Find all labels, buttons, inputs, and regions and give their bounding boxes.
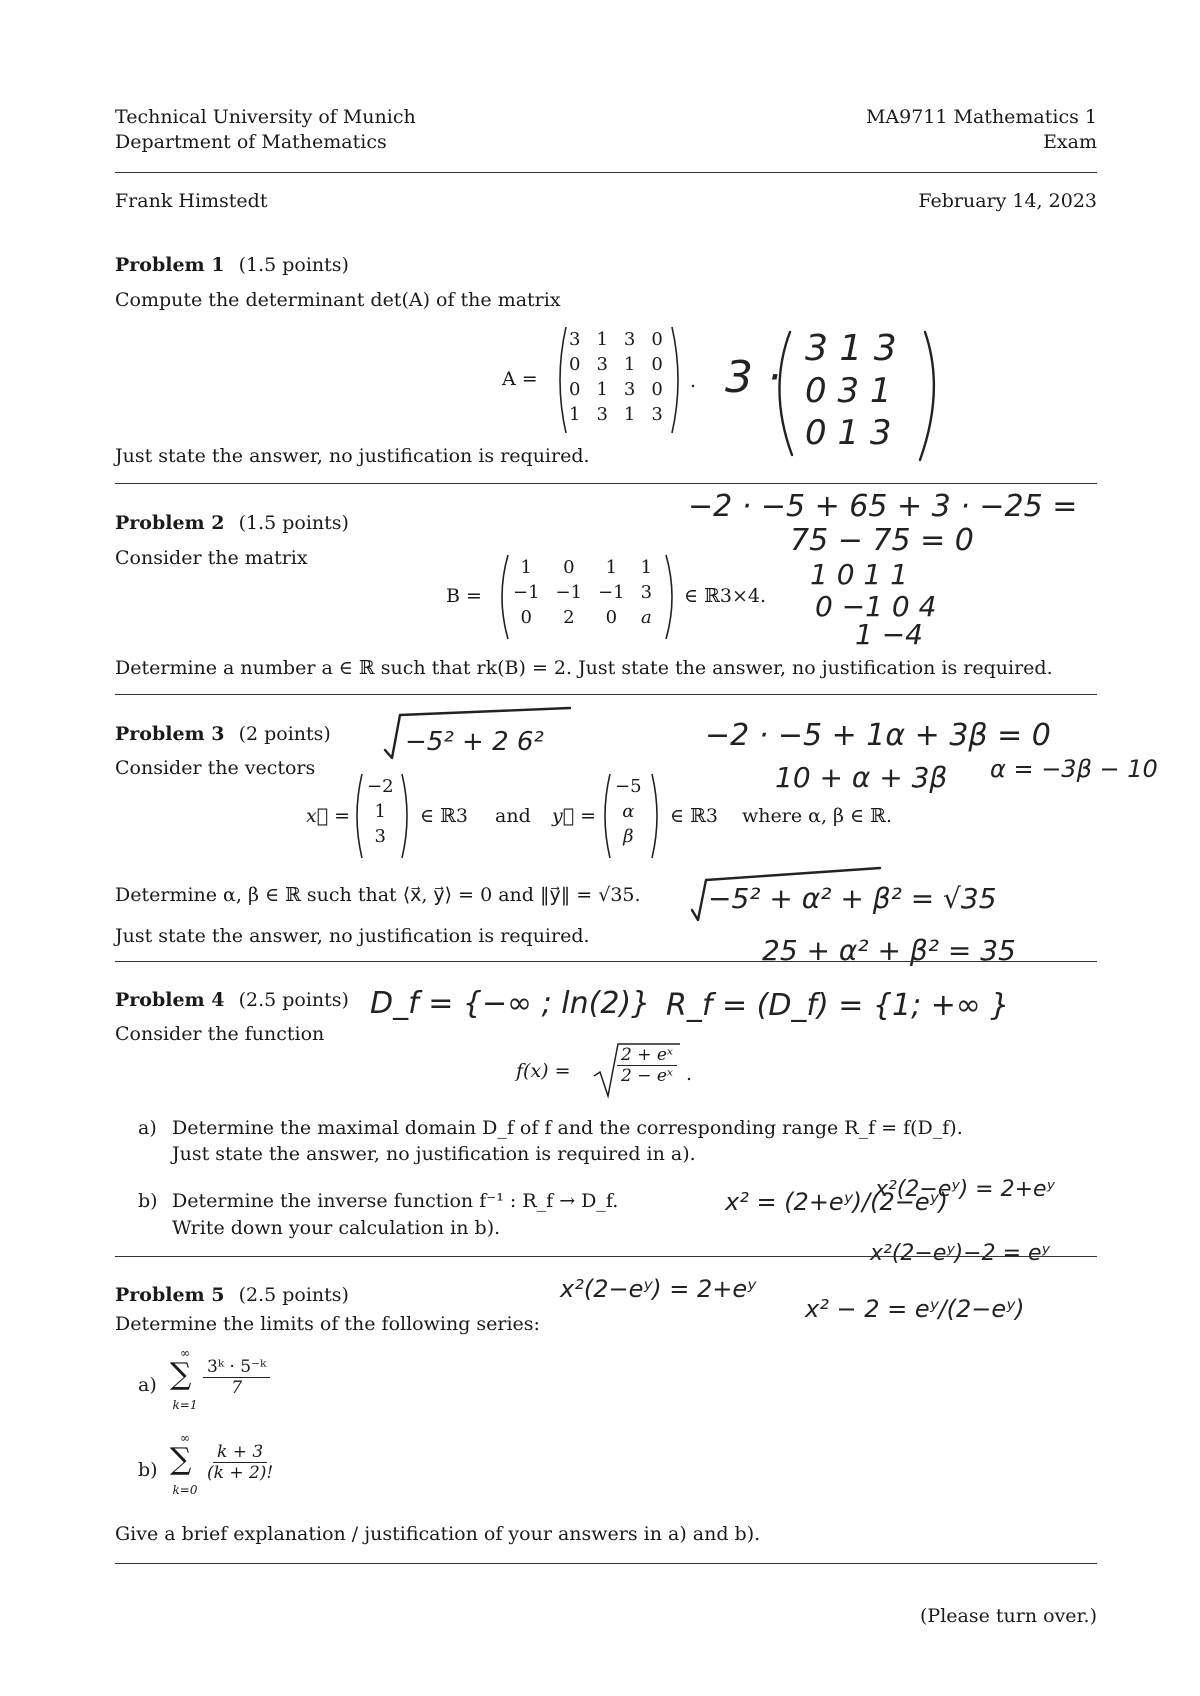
matrix-cell: 1 xyxy=(623,354,636,375)
problem-2-title: Problem 2 xyxy=(115,512,225,534)
function-numerator: 2 + eˣ xyxy=(617,1045,677,1066)
matrix-cell: 1 xyxy=(640,557,653,578)
author-name: Frank Himstedt xyxy=(115,190,268,212)
exam-type: Exam xyxy=(1043,131,1097,153)
problem-5-footer: Give a brief explanation / justification of your answers in a) and b). xyxy=(115,1523,761,1545)
vector-y-right-paren xyxy=(650,772,664,860)
matrix-a xyxy=(561,327,671,427)
matrix-cell: 0 xyxy=(520,607,532,628)
p5-a-fraction xyxy=(203,1357,270,1398)
turn-over-note: (Please turn over.) xyxy=(920,1605,1097,1627)
rule-4 xyxy=(115,1256,1097,1257)
problem-2-points: (1.5 points) xyxy=(238,512,349,534)
matrix-cell: −1 xyxy=(513,582,540,603)
handwriting-p4-domain xyxy=(370,975,1010,1045)
vector-y xyxy=(607,774,650,849)
p4-a-line1: Determine the maximal domain D_f of f and the corresponding range R_f = f(D_f). xyxy=(172,1117,963,1139)
p5-a-sum-bottom: k=1 xyxy=(172,1398,198,1412)
problem-5-points: (2.5 points) xyxy=(238,1284,349,1306)
p4-a-label: a) xyxy=(138,1117,157,1139)
vector-x-label: x⃗ = xyxy=(306,805,351,827)
matrix-cell: 0 xyxy=(605,607,618,628)
function-label: f(x) = xyxy=(516,1060,571,1082)
p5-a-sigma: ∑ xyxy=(170,1357,192,1392)
handwriting-p3-norm xyxy=(690,860,1016,970)
hw-p2-row1: 1 0 1 1 xyxy=(810,558,908,591)
matrix-cell: 3 xyxy=(640,582,653,603)
vector-x-right-paren xyxy=(400,772,414,860)
vector-y-label: y⃗ = xyxy=(552,805,597,827)
matrix-cell: 3 xyxy=(596,354,608,375)
matrix-cell: 0 xyxy=(651,354,663,375)
handwriting-p3-sqrt xyxy=(380,700,600,770)
hw-p1-row1: 3 1 3 xyxy=(805,328,897,369)
matrix-cell: 3 xyxy=(569,329,581,350)
matrix-cell: 1 xyxy=(605,557,618,578)
hw-p1-row3: 0 1 3 xyxy=(805,413,892,453)
course-code: MA9711 Mathematics 1 xyxy=(865,106,1097,128)
p5-b-denominator: (k + 2)! xyxy=(207,1463,274,1483)
handwriting-p2 xyxy=(680,488,1080,651)
p4-b-line2: Write down your calculation in b). xyxy=(172,1217,501,1239)
hw-p2-line2: 75 − 75 = 0 xyxy=(790,523,974,558)
p5-b-label: b) xyxy=(138,1459,158,1481)
matrix-cell: 3 xyxy=(596,404,608,425)
p5-a-label: a) xyxy=(138,1374,157,1396)
function-denominator: 2 − eˣ xyxy=(621,1066,673,1086)
matrix-cell: a xyxy=(641,607,652,628)
vector-cell: −2 xyxy=(367,776,394,797)
vector-cell: 1 xyxy=(374,801,386,822)
problem-5-heading xyxy=(115,1284,349,1306)
function-period: . xyxy=(686,1063,693,1085)
matrix-cell: 1 xyxy=(520,557,532,578)
hw-p3-eq1: −2 · −5 + 1α + 3β = 0 xyxy=(705,718,1051,753)
university-name: Technical University of Munich xyxy=(115,106,416,128)
problem-4-heading xyxy=(115,989,349,1011)
matrix-cell: 0 xyxy=(569,354,581,375)
and-text: and xyxy=(495,805,531,827)
header-rule xyxy=(115,172,1097,173)
vector-y-space: ∈ ℝ3 xyxy=(670,805,718,827)
matrix-cell: 1 xyxy=(569,404,581,425)
problem-3-points: (2 points) xyxy=(238,723,331,745)
matrix-cell: −1 xyxy=(598,582,625,603)
problem-4-title: Problem 4 xyxy=(115,989,225,1011)
p5-b-numerator: k + 3 xyxy=(213,1442,267,1463)
vector-cell: 3 xyxy=(374,826,386,847)
hw-p1-row2: 0 3 1 xyxy=(805,371,892,411)
matrix-b-space: ∈ ℝ3×4. xyxy=(684,585,767,607)
problem-2-footer: Determine a number a ∈ ℝ such that rk(B) = 2. Just state the answer, no justification is required. xyxy=(115,657,1053,679)
matrix-a-period: . xyxy=(690,370,697,392)
hw-p1-factor: 3 · xyxy=(725,352,781,403)
problem-3-footer: Just state the answer, no justification is required. xyxy=(115,925,590,947)
hw-p3-eq3: α = −3β − 10 xyxy=(990,755,1158,783)
problem-3-intro: Consider the vectors xyxy=(115,757,316,779)
vector-x xyxy=(359,774,402,849)
vector-cell: β xyxy=(623,826,634,847)
rule-5 xyxy=(115,1563,1097,1564)
p5-a-numerator: 3ᵏ · 5⁻ᵏ xyxy=(203,1357,270,1378)
problem-1-title: Problem 1 xyxy=(115,254,225,276)
hw-p3-sum: 25 + α² + β² = 35 xyxy=(762,934,1016,967)
exam-date: February 14, 2023 xyxy=(918,190,1097,212)
problem-5-title: Problem 5 xyxy=(115,1284,225,1306)
matrix-cell: −1 xyxy=(555,582,583,603)
hw-p3-norm: −5² + α² + β² = √35 xyxy=(708,882,997,915)
handwriting-p5 xyxy=(560,1265,1025,1345)
hw-p4-domain: D_f = {−∞ ; ln(2)} xyxy=(370,986,651,1021)
hw-p5-note2: x² − 2 = eʸ/(2−eʸ) xyxy=(805,1295,1025,1323)
matrix-b-right-paren xyxy=(664,553,680,641)
problem-3-heading xyxy=(115,723,331,745)
rule-1 xyxy=(115,483,1097,484)
hw-p3-sqrt: −5² + 2 6² xyxy=(405,727,544,757)
p5-b-sigma: ∑ xyxy=(170,1442,192,1477)
hw-p2-line1: −2 · −5 + 65 + 3 · −25 = xyxy=(688,489,1078,524)
matrix-cell: 0 xyxy=(651,379,663,400)
matrix-cell: 0 xyxy=(563,557,575,578)
hw-p4-inv3: x²(2−eʸ)−2 = eʸ xyxy=(870,1241,1050,1266)
handwriting-p3-eq xyxy=(700,715,1160,805)
problem-1-footer: Just state the answer, no justification is required. xyxy=(115,445,590,467)
vector-x-space: ∈ ℝ3 xyxy=(420,805,468,827)
matrix-cell: 0 xyxy=(651,329,663,350)
p5-b-fraction xyxy=(203,1442,277,1483)
matrix-cell: 2 xyxy=(563,607,575,628)
matrix-a-label: A = xyxy=(502,368,538,390)
p5-a-sum-top: ∞ xyxy=(180,1346,190,1360)
matrix-b-label: B = xyxy=(446,585,482,607)
matrix-cell: 1 xyxy=(596,329,608,350)
hw-p4-range: R_f = (D_f) = {1; +∞ } xyxy=(666,988,1010,1023)
matrix-b xyxy=(505,555,660,630)
problem-5-intro: Determine the limits of the following series: xyxy=(115,1313,540,1335)
matrix-cell: 3 xyxy=(623,379,636,400)
matrix-cell: 1 xyxy=(596,379,608,400)
hw-p2-row3: 1 −4 xyxy=(855,618,923,651)
problem-2-intro: Consider the matrix xyxy=(115,547,308,569)
where-text: where α, β ∈ ℝ. xyxy=(742,805,892,827)
vector-cell: −5 xyxy=(615,776,642,797)
problem-1-intro: Compute the determinant det(A) of the matrix xyxy=(115,289,561,311)
matrix-a-right-paren xyxy=(670,325,686,435)
p5-a-denominator: 7 xyxy=(231,1378,243,1398)
hw-p4-inv2: x²(2−eʸ) = 2+eʸ xyxy=(875,1177,1055,1202)
matrix-cell: 3 xyxy=(651,404,663,425)
problem-3-condition: Determine α, β ∈ ℝ such that ⟨x⃗, y⃗⟩ = 0 and ‖y⃗‖ = √35. xyxy=(115,884,641,906)
function-fraction xyxy=(617,1045,677,1086)
problem-2-heading xyxy=(115,512,349,534)
hw-p4-inv1: x² = (2+eʸ)/(2−eʸ) xyxy=(725,1188,948,1216)
hw-p5-note1: x²(2−eʸ) = 2+eʸ xyxy=(560,1275,757,1303)
problem-1-points: (1.5 points) xyxy=(238,254,349,276)
vector-cell: α xyxy=(622,801,635,822)
hw-p2-row2: 0 −1 0 4 xyxy=(815,590,937,623)
department-name: Department of Mathematics xyxy=(115,131,387,153)
matrix-cell: 1 xyxy=(623,404,636,425)
matrix-cell: 3 xyxy=(623,329,636,350)
hw-p3-eq2: 10 + α + 3β xyxy=(775,761,948,794)
problem-1-heading xyxy=(115,254,349,276)
handwriting-p1 xyxy=(720,320,950,470)
problem-3-title: Problem 3 xyxy=(115,723,225,745)
problem-4-points: (2.5 points) xyxy=(238,989,349,1011)
p4-b-label: b) xyxy=(138,1190,158,1212)
rule-2 xyxy=(115,694,1097,695)
p4-b-line1: Determine the inverse function f⁻¹ : R_f → D_f. xyxy=(172,1190,619,1212)
rule-3 xyxy=(115,961,1097,962)
p4-a-line2: Just state the answer, no justification is required in a). xyxy=(172,1143,696,1165)
handwriting-p4-inverse xyxy=(725,1160,1065,1270)
p5-b-sum-bottom: k=0 xyxy=(172,1483,198,1497)
p5-b-sum-top: ∞ xyxy=(180,1431,190,1445)
problem-4-intro: Consider the function xyxy=(115,1023,325,1045)
matrix-cell: 0 xyxy=(569,379,581,400)
